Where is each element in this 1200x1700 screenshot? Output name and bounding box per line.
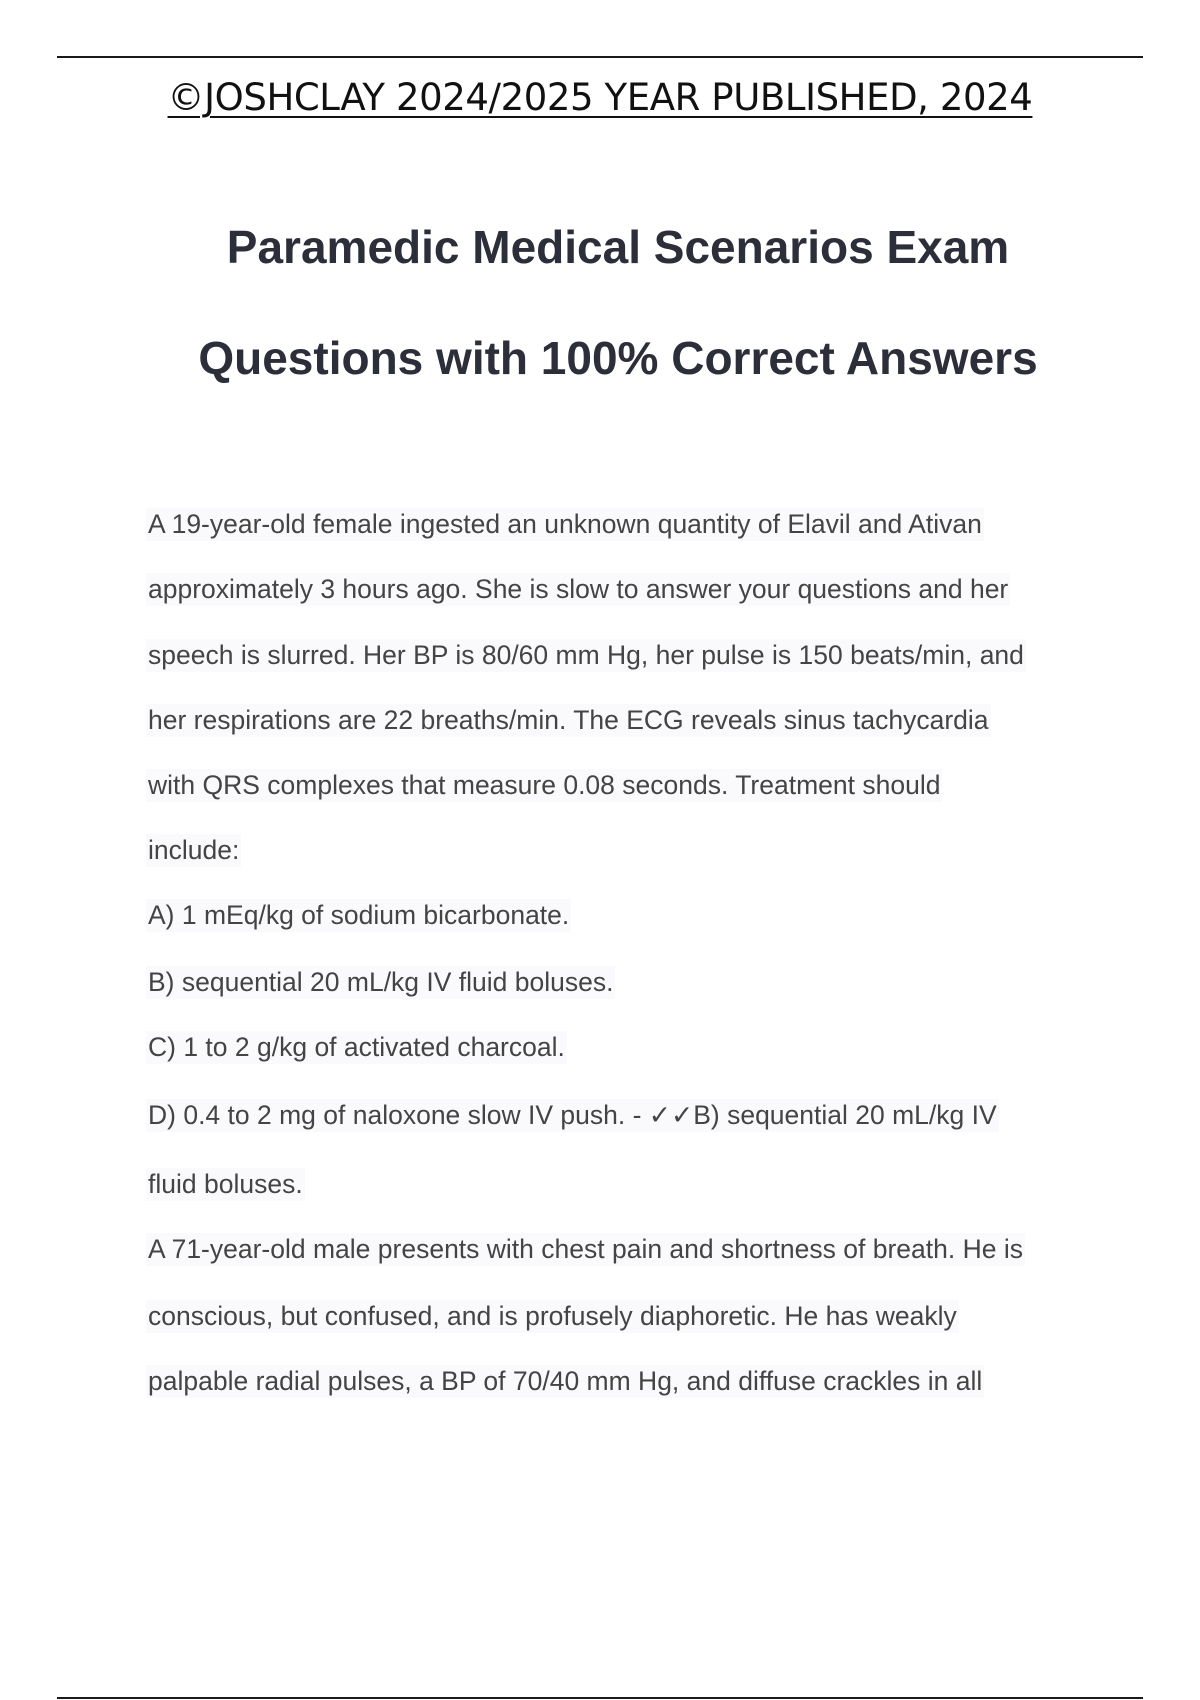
text-line: include:	[148, 835, 240, 865]
text-line: her respirations are 22 breaths/min. The ECG reveals sinus tachycardia	[148, 705, 989, 735]
answer-option-d: D) 0.4 to 2 mg of naloxone slow IV push. - ✓✓B) sequential 20 mL/kg IV	[148, 1100, 997, 1130]
answer-option-b: B) sequential 20 mL/kg IV fluid boluses.	[148, 967, 614, 997]
text-line: A 19-year-old female ingested an unknown quantity of Elavil and Ativan	[148, 509, 982, 539]
answer-option-a: A) 1 mEq/kg of sodium bicarbonate.	[148, 900, 570, 930]
header-rule	[57, 56, 1143, 58]
text-line: fluid boluses.	[148, 1169, 303, 1199]
document-title-line-2: Questions with 100% Correct Answers	[198, 332, 1038, 384]
copyright-text: ©JOSHCLAY 2024/2025 YEAR PUBLISHED, 2024	[167, 76, 1033, 119]
document-title-line-1: Paramedic Medical Scenarios Exam	[226, 221, 1010, 273]
text-line: speech is slurred. Her BP is 80/60 mm Hg, her pulse is 150 beats/min, and	[148, 640, 1024, 670]
footer-rule	[57, 1697, 1143, 1699]
text-line: with QRS complexes that measure 0.08 seconds. Treatment should	[148, 770, 941, 800]
copyright-header	[0, 76, 1200, 120]
answer-option-c: C) 1 to 2 g/kg of activated charcoal.	[148, 1032, 565, 1062]
text-line: palpable radial pulses, a BP of 70/40 mm Hg, and diffuse crackles in all	[148, 1366, 983, 1396]
text-line: approximately 3 hours ago. She is slow to answer your questions and her	[148, 574, 1009, 604]
text-line: conscious, but confused, and is profusely diaphoretic. He has weakly	[148, 1301, 957, 1331]
text-line: A 71-year-old male presents with chest pain and shortness of breath. He is	[148, 1234, 1023, 1264]
